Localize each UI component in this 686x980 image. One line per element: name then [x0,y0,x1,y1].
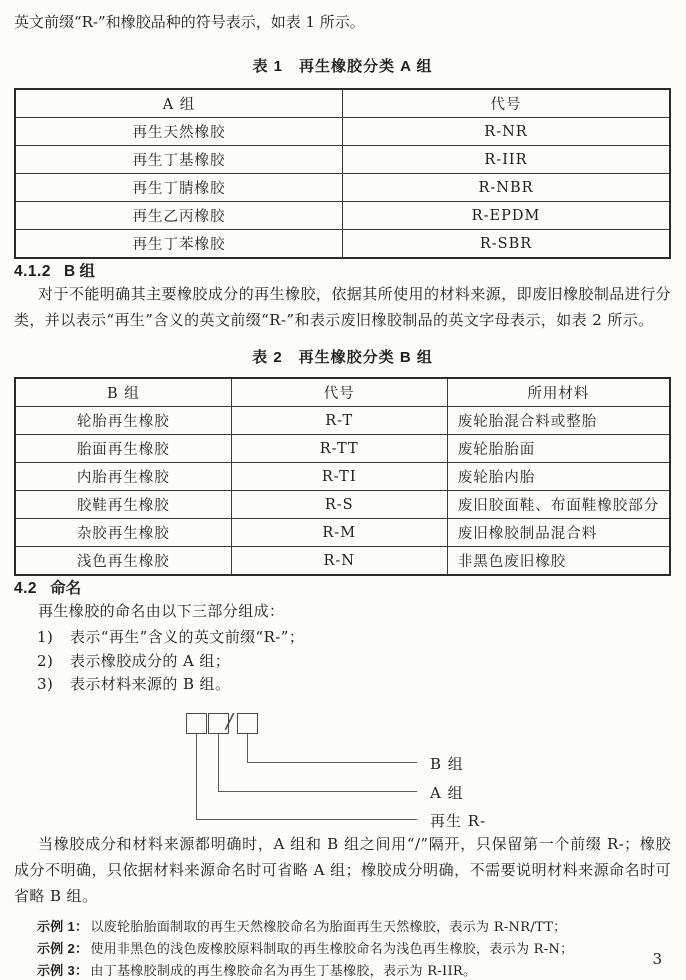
naming-parts-list [14,626,671,697]
table-row [15,491,670,519]
diagram-label-group-a: A 组 [430,783,464,802]
table2-header-row [15,378,670,407]
section-number: 4.2 [14,580,38,597]
table-cell: 内胎再生橡胶 [15,463,231,491]
list-item [14,626,671,650]
table-cell: R-S [231,491,447,519]
table-cell: 废轮胎胎面 [447,435,670,463]
diagram-connector-line [247,762,417,763]
section-number: 4.1.2 [14,263,51,280]
list-item-marker: 1) [37,628,54,646]
list-item [14,673,671,697]
section-4-1-2-paragraph: 对于不能明确其主要橡胶成分的再生橡胶，依据其所使用的材料来源，即废旧橡胶制品进行分类，并以表示“再生”含义的英文前缀“R-”和表示废旧橡胶制品的英文字母表示，如表 2 所示。 [14,285,671,329]
table-cell: 废轮胎混合料或整胎 [447,407,670,435]
diagram-connector-line [218,734,219,791]
examples-block [14,916,671,980]
diagram-connector-line [218,791,417,792]
list-item-text: 表示材料来源的 B 组。 [70,675,231,693]
table-cell: R-NBR [343,174,671,202]
table-cell: R-M [231,519,447,547]
table-cell: 再生天然橡胶 [15,118,343,146]
table-cell: R-T [231,407,447,435]
table-cell: 再生丁腈橡胶 [15,174,343,202]
example-label: 示例 2： [37,940,89,956]
diagram-label-prefix: 再生 R- [430,811,487,830]
list-item-marker: 3) [37,675,54,693]
table1-header-cell: A 组 [15,89,343,118]
table-row [15,174,670,202]
table2-header-cell: B 组 [15,378,231,407]
table-cell: 再生丁基橡胶 [15,146,343,174]
section-4-1-2-heading [14,259,671,281]
list-item-marker: 2) [37,651,54,670]
table-cell: 胶鞋再生橡胶 [15,491,231,519]
table1-header-cell: 代号 [343,89,671,118]
list-item-text: 表示橡胶成分的 A 组； [70,651,231,670]
intro-paragraph: 英文前缀“R-”和橡胶品种的符号表示，如表 1 所示。 [14,13,365,31]
table-cell: R-EPDM [343,202,671,230]
table2-title: 表 2 再生橡胶分类 B 组 [252,349,433,366]
table-cell: R-TI [231,463,447,491]
example-text: 使用非黑色的浅色废橡胶原料制取的再生橡胶命名为浅色再生橡胶，表示为 R-N； [90,941,574,957]
table-cell: 非黑色废旧橡胶 [447,547,670,576]
diagram-connector-line [247,734,248,762]
table-cell: R-NR [343,118,671,146]
table-cell: 再生乙丙橡胶 [15,202,343,230]
example-text: 由丁基橡胶制成的再生橡胶命名为再生丁基橡胶，表示为 R-IIR。 [90,963,477,979]
table-cell: 轮胎再生橡胶 [15,407,231,435]
table-row [15,407,670,435]
section-4-2-heading [14,576,671,598]
diagram-slash: / [226,708,233,733]
table-cell: 废旧胶面鞋、布面鞋橡胶部分 [447,491,670,519]
table-row [15,463,670,491]
list-item [14,650,671,674]
table2 [14,377,671,576]
list-item-text: 表示“再生”含义的英文前缀“R-”； [70,628,305,646]
example-text: 以废轮胎胎面制取的再生天然橡胶命名为胎面再生天然橡胶，表示为 R-NR/TT； [90,919,567,935]
table-row [15,519,670,547]
naming-intro: 再生橡胶的命名由以下三部分组成： [38,602,285,620]
page-number: 3 [652,950,662,968]
example-note [14,916,671,938]
table-row [15,118,670,146]
example-note [14,938,671,960]
table1-header-row [15,89,670,118]
table2-header-cell: 所用材料 [447,378,670,407]
section-title: 命名 [50,580,82,597]
table-row [15,146,670,174]
table-cell: R-N [231,547,447,576]
table-row [15,547,670,576]
table-cell: R-SBR [343,230,671,259]
naming-diagram [14,701,671,831]
table1 [14,88,671,259]
table-cell: 废旧橡胶制品混合料 [447,519,670,547]
diagram-connector-line [196,734,197,819]
table-cell: 浅色再生橡胶 [15,547,231,576]
table-cell: R-IIR [343,146,671,174]
section-title: B 组 [63,263,95,280]
diagram-box-group-b [237,713,258,734]
closing-paragraph: 当橡胶成分和材料来源都明确时，A 组和 B 组之间用“/”隔开，只保留第一个前缀 R-；橡胶成分不明确，只依据材料来源命名时可省略 A 组；橡胶成分明确，不需要说明材料来源命名时可省略 B 组。 [14,834,671,905]
example-label: 示例 3： [37,962,89,978]
table-row [15,202,670,230]
table-cell: R-TT [231,435,447,463]
diagram-box-prefix [186,713,207,734]
table-cell: 废轮胎内胎 [447,463,670,491]
table-row [15,230,670,259]
table-cell: 杂胶再生橡胶 [15,519,231,547]
diagram-connector-line [196,819,417,820]
table-cell: 再生丁苯橡胶 [15,230,343,259]
example-note [14,960,671,980]
table2-header-cell: 代号 [231,378,447,407]
diagram-label-group-b: B 组 [430,754,464,773]
table-cell: 胎面再生橡胶 [15,435,231,463]
table-row [15,435,670,463]
example-label: 示例 1： [37,918,89,934]
table1-title: 表 1 再生橡胶分类 A 组 [252,58,433,75]
